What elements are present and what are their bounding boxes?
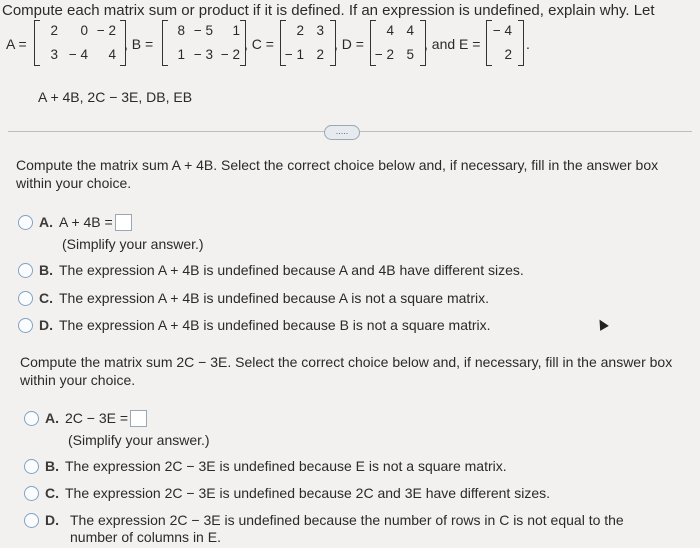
problem-prompt: Compute each matrix sum or product if it is defined. If an expression is undefined, explain why. Let <box>2 2 655 19</box>
matrix-a <box>34 20 126 66</box>
option-letter: B. <box>39 262 53 278</box>
simplify-hint: (Simplify your answer.) <box>62 236 204 252</box>
label-end: . <box>526 36 530 52</box>
matrix-cell: 0 <box>80 23 88 38</box>
option-letter: D. <box>39 317 53 333</box>
part2-option-a[interactable] <box>24 410 147 428</box>
matrix-cell: 2 <box>316 47 324 62</box>
mouse-pointer-icon <box>595 317 609 331</box>
answer-input[interactable] <box>115 214 132 231</box>
question-2: Compute the matrix sum 2C − 3E. Select the correct choice below and, if necessary, fill in the answer box within your choice. <box>20 354 673 388</box>
part1-option-d[interactable] <box>18 317 491 334</box>
matrix-cell: 3 <box>50 47 58 62</box>
matrix-cell: − 4 <box>68 47 88 62</box>
matrix-cell: − 3 <box>193 47 213 62</box>
matrix-cell: 1 <box>232 23 240 38</box>
option-text: The expression A + 4B is undefined because B is not a square matrix. <box>59 317 491 333</box>
radio-icon[interactable] <box>18 318 33 333</box>
radio-icon[interactable] <box>24 486 39 501</box>
more-button[interactable]: ..... <box>324 125 360 140</box>
part1-option-c[interactable] <box>18 290 489 307</box>
option-text: The expression A + 4B is undefined because A is not a square matrix. <box>59 290 489 306</box>
part1-option-a[interactable] <box>18 214 132 232</box>
part1-option-b[interactable] <box>18 262 524 279</box>
matrix-definitions <box>0 18 700 82</box>
label-e: , and E = <box>424 36 481 52</box>
option-letter: C. <box>39 290 53 306</box>
part2-option-d[interactable] <box>24 512 664 546</box>
matrix-cell: 3 <box>316 23 324 38</box>
matrix-cell: − 5 <box>193 23 213 38</box>
simplify-hint: (Simplify your answer.) <box>68 432 210 448</box>
matrix-cell: 8 <box>177 23 185 38</box>
part2-option-c[interactable] <box>24 485 550 502</box>
option-letter: C. <box>45 485 59 501</box>
option-letter: A. <box>39 214 53 230</box>
option-letter: A. <box>45 410 59 426</box>
option-letter: B. <box>45 458 59 474</box>
matrix-cell: − 2 <box>220 47 240 62</box>
label-c: , C = <box>244 36 274 52</box>
option-text: The expression A + 4B is undefined because A and 4B have different sizes. <box>59 262 524 278</box>
question-1: Compute the matrix sum A + 4B. Select the correct choice below and, if necessary, fill in the answer box within your choice. <box>16 157 659 191</box>
matrix-c <box>280 20 336 66</box>
radio-icon[interactable] <box>24 459 39 474</box>
matrix-cell: − 2 <box>96 23 116 38</box>
matrix-cell: 4 <box>406 23 414 38</box>
matrix-cell: − 2 <box>374 47 394 62</box>
label-d: , D = <box>334 36 364 52</box>
option-text: The expression 2C − 3E is undefined because 2C and 3E have different sizes. <box>65 485 550 501</box>
matrix-cell: 5 <box>406 47 414 62</box>
label-a: A = <box>6 36 27 52</box>
expressions-list: A + 4B, 2C − 3E, DB, EB <box>38 89 193 105</box>
matrix-cell: − 4 <box>492 23 512 38</box>
radio-icon[interactable] <box>18 215 33 230</box>
matrix-cell: 2 <box>50 23 58 38</box>
radio-icon[interactable] <box>18 263 33 278</box>
matrix-cell: 1 <box>177 47 185 62</box>
matrix-b <box>162 20 246 66</box>
option-letter: D. <box>45 512 59 528</box>
matrix-e <box>486 20 524 66</box>
answer-input[interactable] <box>130 410 147 427</box>
matrix-cell: 4 <box>386 23 394 38</box>
radio-icon[interactable] <box>18 291 33 306</box>
part2-option-b[interactable] <box>24 458 507 475</box>
matrix-cell: 2 <box>504 47 512 62</box>
matrix-cell: 2 <box>296 23 304 38</box>
matrix-d <box>370 20 426 66</box>
matrix-cell: − 1 <box>284 47 304 62</box>
option-text: The expression 2C − 3E is undefined because the number of rows in C is not equal to the number of columns in E. <box>70 512 624 545</box>
option-text: The expression 2C − 3E is undefined because E is not a square matrix. <box>65 458 507 474</box>
radio-icon[interactable] <box>24 513 39 528</box>
matrix-cell: 4 <box>108 47 116 62</box>
radio-icon[interactable] <box>24 411 39 426</box>
option-text: A + 4B = <box>59 214 113 230</box>
option-text: 2C − 3E = <box>65 410 129 426</box>
label-b: , B = <box>124 36 154 52</box>
